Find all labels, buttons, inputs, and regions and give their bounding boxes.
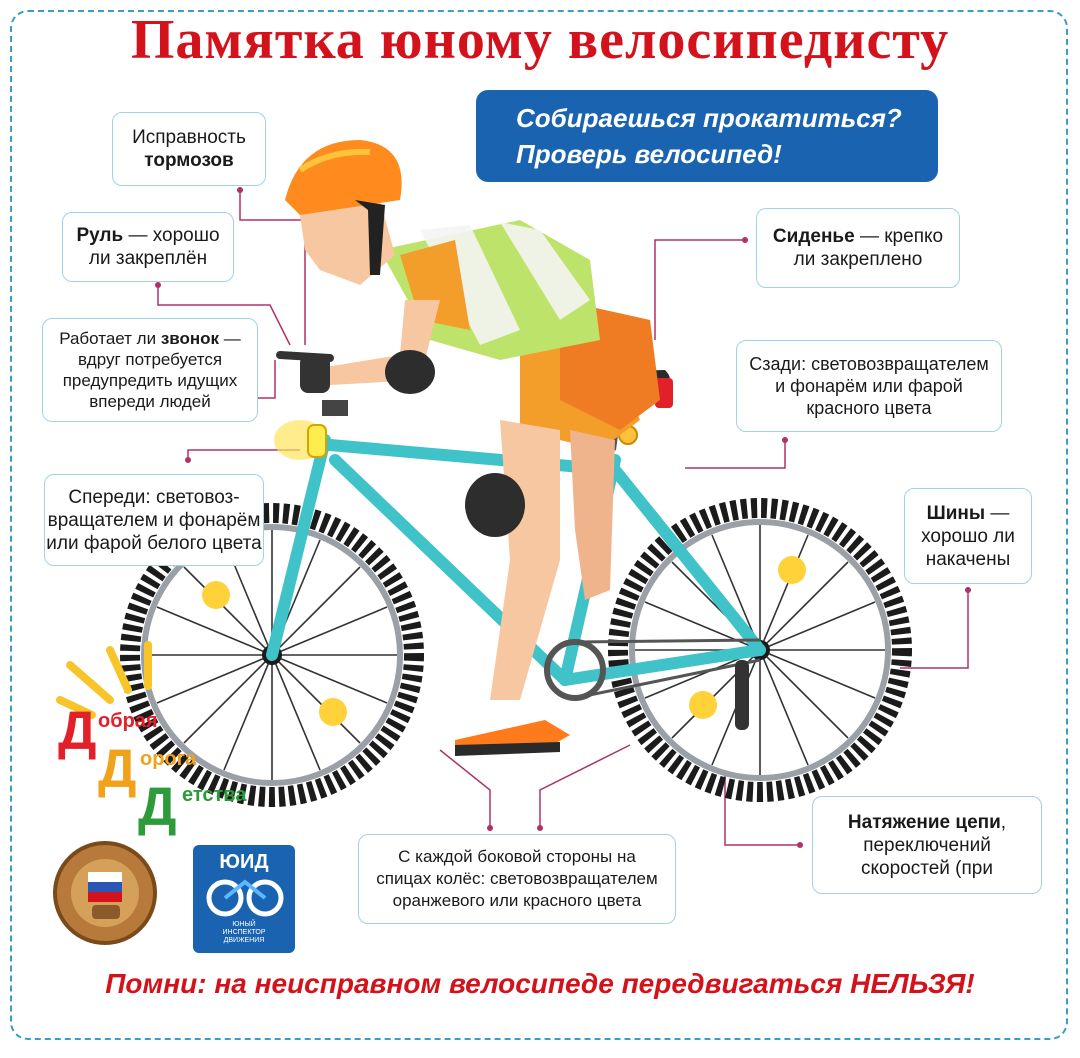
callout-spokes xyxy=(358,834,676,924)
chain-bold: Натяжение цепи xyxy=(847,811,1001,833)
callout-tires xyxy=(904,488,1032,584)
handlebar-line-1: — хорошо xyxy=(123,225,220,246)
chain-line-1: , xyxy=(1000,811,1007,833)
banner-line-1: Собираешься прокатиться? xyxy=(516,103,902,133)
rear-line-3: красного цвета xyxy=(806,398,932,418)
rear-line-2: и фонарём или фарой xyxy=(775,376,963,396)
front-line-3: или фарой белого цвета xyxy=(46,532,262,554)
callout-brakes xyxy=(112,112,266,186)
logo-word-2: орога xyxy=(140,748,197,770)
logo-word-1: обрая xyxy=(98,710,158,732)
seat-bold: Сиденье xyxy=(772,226,855,247)
handlebar-line-2: ли закреплён xyxy=(88,248,208,269)
spokes-line-3: оранжевого или красного цвета xyxy=(392,891,642,910)
bell-line-4: впереди людей xyxy=(89,392,211,411)
callout-handlebar xyxy=(62,212,234,282)
dobraya-doroga-logo xyxy=(58,700,258,840)
logo-word-3: етства xyxy=(182,784,247,806)
tires-line-1: — xyxy=(985,502,1010,524)
tires-line-2: хорошо ли xyxy=(921,525,1015,547)
handlebar-bold: Руль xyxy=(76,225,124,246)
callout-front-light xyxy=(44,474,264,566)
spokes-line-1: С каждой боковой стороны на xyxy=(398,847,636,866)
callout-rear-light xyxy=(736,340,1002,432)
chain-line-2: переключений xyxy=(863,834,991,856)
front-light xyxy=(274,420,326,460)
page-title: Памятка юному велосипедисту xyxy=(130,9,950,71)
logo-initial-1: Д xyxy=(58,701,97,761)
yuid-title: ЮИД xyxy=(219,851,269,873)
yuid-sub-2: ИНСПЕКТОР xyxy=(222,929,266,936)
rear-line-1: Сзади: световозвращателем xyxy=(749,354,989,374)
bell-bold: звонок xyxy=(160,329,220,348)
callout-bell xyxy=(42,318,258,422)
police-emblem-icon xyxy=(55,843,155,943)
logo-initial-2: Д xyxy=(98,739,137,799)
yuid-sub-3: ДВИЖЕНИЯ xyxy=(223,937,265,944)
front-line-1: Спереди: световоз- xyxy=(68,486,240,508)
chain-line-3: скоростей (при xyxy=(861,857,993,879)
brakes-line-1: Исправность xyxy=(132,127,246,148)
bell-pre: Работает ли xyxy=(59,329,161,348)
banner-line-2: Проверь велосипед! xyxy=(516,139,782,169)
callout-seat xyxy=(756,208,960,288)
front-line-2: вращателем и фонарём xyxy=(47,509,261,531)
bell-line-2: вдруг потребуется xyxy=(77,350,223,369)
seat-line-1: — крепко xyxy=(854,226,944,247)
bell-line-3: предупредить идущих xyxy=(62,371,238,390)
tires-bold: Шины xyxy=(926,502,986,524)
seat-line-2: ли закреплено xyxy=(793,249,923,270)
yuid-logo xyxy=(193,845,295,953)
bell-post: — xyxy=(219,329,241,348)
footer-warning: Помни: на неисправном велосипеде передвигаться НЕЛЬЗЯ! xyxy=(105,968,975,999)
spokes-line-2: спицах колёс: световозвращателем xyxy=(376,869,658,888)
tires-line-3: накачены xyxy=(925,548,1011,570)
brakes-line-2: тормозов xyxy=(144,150,234,171)
callout-chain xyxy=(812,796,1042,894)
yuid-sub-1: ЮНЫЙ xyxy=(232,921,256,928)
logo-initial-3: Д xyxy=(138,777,177,837)
